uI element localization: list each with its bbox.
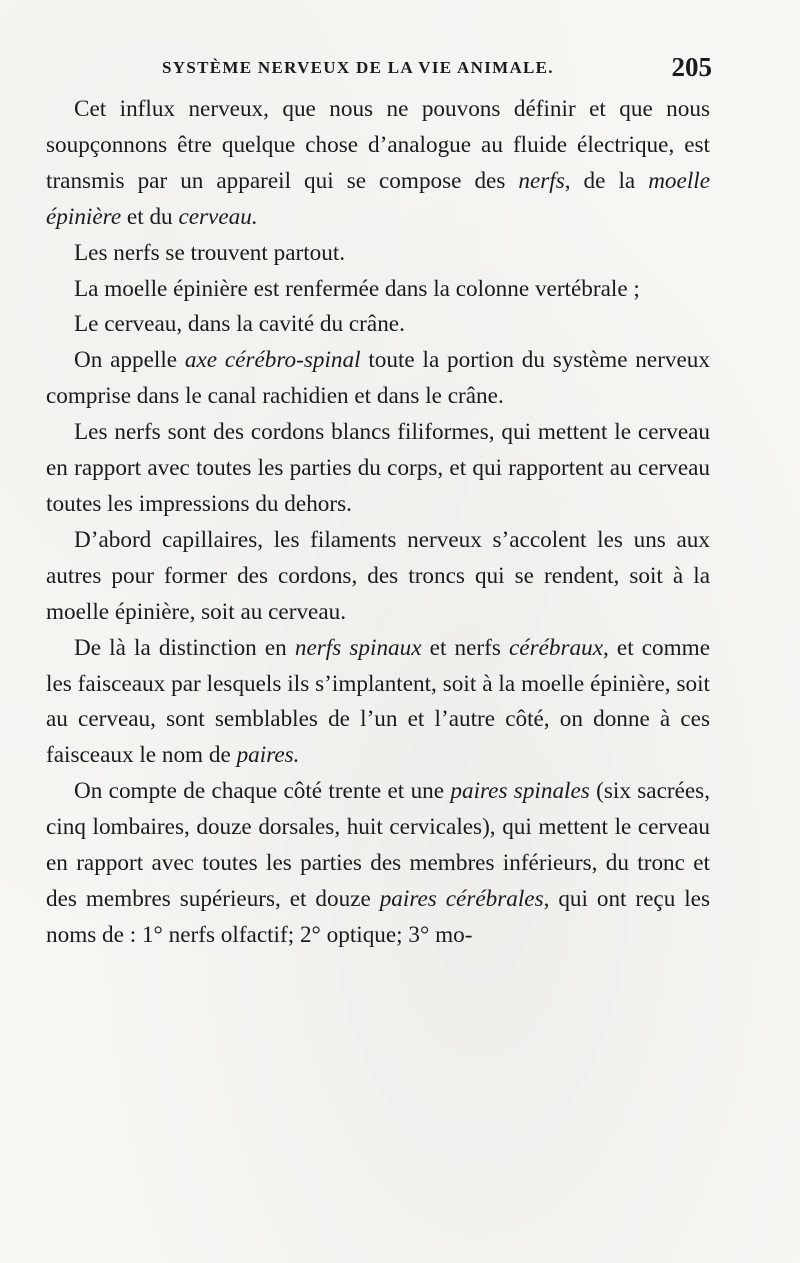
text-run: On compte de chaque côté trente et une [74,778,451,805]
page-header [0,52,800,86]
running-title: SYSTÈME NERVEUX DE LA VIE ANIMALE. [162,58,554,77]
text-run: , qui ont reçu les noms de : 1° nerfs olfactif; 2° optique; 3° mo- [46,885,710,948]
italic-term: nerfs [518,167,565,194]
text-run: et nerfs [421,634,509,661]
text-run: Les nerfs sont des cordons blancs filiformes, qui mettent le cerveau en rapport avec toutes les parties du corps, et qui rapportent au cerveau toutes les impressions du dehors. [46,419,710,517]
italic-term: nerfs spinaux [294,634,422,661]
paragraph [46,343,710,415]
page-number: 205 [671,52,712,82]
italic-term: paires spinales [450,778,590,805]
paragraph [46,774,710,954]
italic-term: cerveau. [178,203,258,230]
paragraph [46,92,710,236]
text-run: Les nerfs se trouvent partout. [74,239,346,266]
text-run: Le cerveau, dans la cavité du crâne. [74,311,405,338]
paragraph [46,272,710,308]
text-run: toute la portion du système nerveux comprise dans le canal rachidien et dans le crâne. [46,347,710,410]
text-run: Cet influx nerveux, que nous ne pouvons définir et que nous soupçonnons être quelque chose d’analogue au fluide électrique, est transmis par un appareil qui se compose des [46,96,710,194]
text-run: La moelle épinière est renfermée dans la colonne vertébrale ; [74,275,640,302]
text-run: , de la [564,167,649,194]
text-run: (six sacrées, cinq lombaires, douze dorsales, huit cervicales), qui mettent le cerveau en rapport avec toutes les parties des membres inférieurs, du tronc et des membres supérieurs, et douze [46,778,710,912]
text-run: , et comme les faisceaux par lesquels ils s’implantent, soit à la moelle épinière, soit au cerveau, sont semblables de l’un et l’autre côté, on donne à ces faisceaux le nom de [46,634,711,769]
paragraph [46,236,710,272]
italic-term: moelle épinière [46,167,710,230]
text-run: On appelle [74,347,185,374]
paragraph [46,631,710,775]
paragraph [46,523,710,631]
text-run: et du [121,203,179,230]
italic-term: paires cérébrales [379,885,544,912]
italic-term: cérébraux [508,634,603,661]
paragraph [46,307,710,343]
paragraph [46,415,710,523]
text-run: D’abord capillaires, les filaments nerveux s’accolent les uns aux autres pour former des cordons, des troncs qui se rendent, soit à la moelle épinière, soit au cerveau. [46,526,710,625]
body-text [46,92,710,954]
italic-term: axe cérébro-spinal [184,347,361,374]
italic-term: paires. [236,742,300,769]
text-run: De là la distinction en [74,634,295,661]
